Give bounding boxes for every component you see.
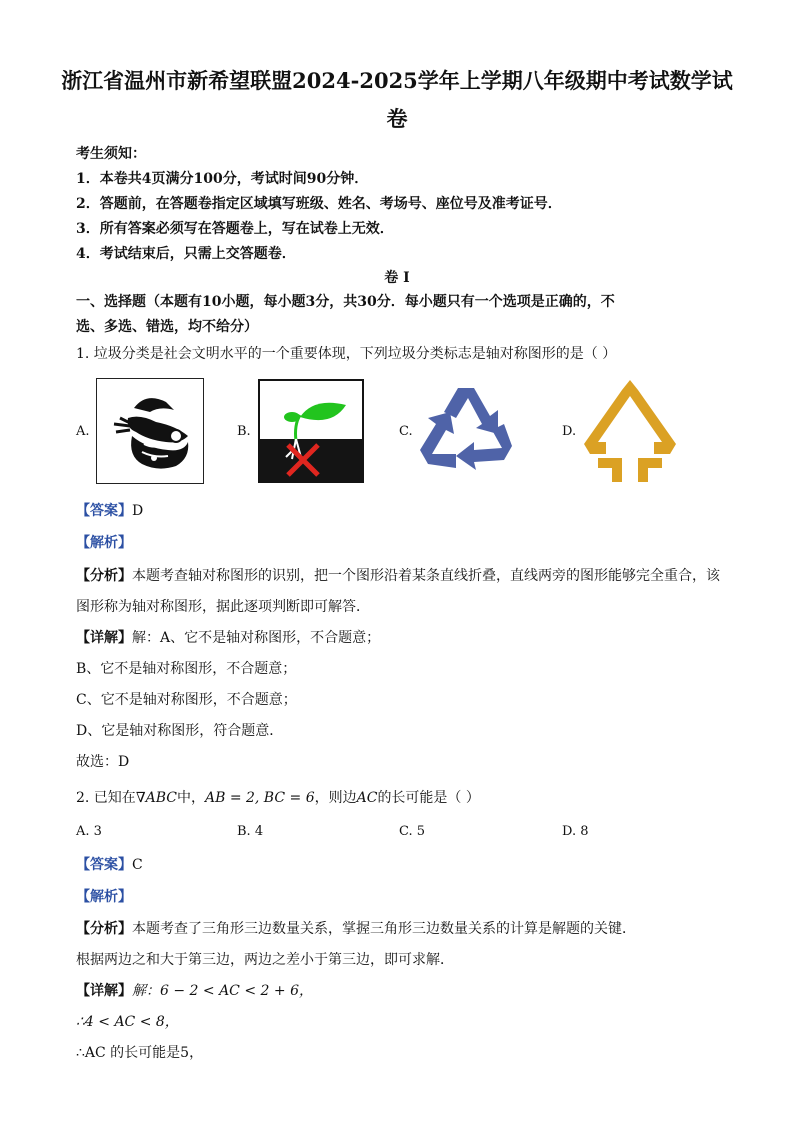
q1-detail-line-4: D、它是轴对称图形，符合题意．: [76, 723, 284, 739]
notice-item-4: 4．考试结束后，只需上交答题卷．: [76, 246, 296, 262]
q1-answer-value: D: [132, 503, 144, 519]
q2-analysis-line-1: [76, 918, 636, 938]
section-label: 卷 I: [384, 270, 410, 286]
q2-answer-tag: 【答案】: [76, 857, 132, 873]
q1-option-a-image: [96, 378, 204, 484]
notice-item-1: 1．本卷共4页满分100分，考试时间90分钟．: [76, 171, 369, 187]
q2-detail-line-1: [76, 980, 313, 1000]
q2-detail-line-3: ∴AC 的长可能是5，: [76, 1045, 204, 1061]
q1-analysis-label: 【分析】: [76, 568, 132, 584]
hazardous-waste-triangle-icon: [582, 380, 678, 482]
q2-analysis-line-2: 根据两边之和大于第三边，两边之差小于第三边，即可求解．: [76, 952, 454, 968]
q2-given: AB = 2, BC = 6: [204, 790, 315, 806]
notice-item-3: 3．所有答案必须写在答题卷上，写在试卷上无效．: [76, 221, 394, 237]
other-waste-sprout-icon: [258, 379, 364, 483]
q2-answer: [76, 854, 143, 874]
q1-option-a-label: A.: [76, 424, 90, 439]
q1-option-b-image: [258, 379, 364, 483]
q2-option-d: D. 8: [562, 824, 589, 839]
q2-answer-value: C: [132, 857, 143, 873]
q1-option-c-label: C.: [399, 424, 413, 439]
q2-option-c: C. 5: [399, 824, 426, 839]
q1-detail-line-1: [76, 627, 380, 647]
q2-detail-text-1: 解：6 − 2 < AC < 2 + 6，: [132, 983, 313, 999]
q1-detail-line-5: 故选：D: [76, 754, 130, 770]
q1-option-d-label: D.: [562, 424, 577, 439]
q2-detail-line-2: ∴4 < AC < 8，: [76, 1014, 179, 1030]
q1-answer: [76, 500, 143, 520]
q1-detail-text-1: 解：A、它不是轴对称图形，不合题意；: [132, 630, 381, 646]
q1-analysis-line-2: 图形称为轴对称图形，据此逐项判断即可解答．: [76, 599, 370, 615]
q1-option-b-label: B.: [237, 424, 251, 439]
page-title: 浙江省温州市新希望联盟2024-2025学年上学期八年级期中考试数学试卷: [61, 68, 733, 131]
q2-detail-label: 【详解】: [76, 983, 132, 999]
notice-heading: 考生须知：: [76, 146, 146, 162]
q1-detail-line-3: C、它不是轴对称图形，不合题意；: [76, 692, 297, 708]
q2-option-a: A. 3: [76, 824, 102, 839]
q1-analysis-tag: 【解析】: [76, 535, 132, 551]
q2-analysis-text-1: 本题考查了三角形三边数量关系，掌握三角形三边数量关系的计算是解题的关键．: [132, 921, 636, 937]
recycle-icon: [418, 384, 514, 472]
q2-option-b: B. 4: [237, 824, 264, 839]
q2-analysis-tag: 【解析】: [76, 889, 132, 905]
q1-detail-label: 【详解】: [76, 630, 132, 646]
q2-stem-mid: 中，: [176, 790, 205, 806]
q2-ac: AC: [356, 790, 378, 806]
q2-stem-post: ，则边: [314, 790, 357, 806]
q1-answer-tag: 【答案】: [76, 503, 132, 519]
notice-item-2: 2．答题前，在答题卷指定区域填写班级、姓名、考场号、座位号及准考证号．: [76, 196, 562, 212]
q1-option-c-image: [418, 384, 514, 472]
q2-stem-end: 的长可能是（ ）: [377, 790, 480, 806]
section-heading-line-2: 选、多选、错选，均不给分）: [76, 319, 258, 335]
q2-analysis-label: 【分析】: [76, 921, 132, 937]
q1-analysis-line-1: [76, 565, 720, 585]
q1-detail-line-2: B、它不是轴对称图形，不合题意；: [76, 661, 297, 677]
q1-option-d-image: [582, 380, 678, 482]
q2-triangle: ∇ABC: [135, 790, 177, 806]
q1-analysis-text-1: 本题考查轴对称图形的识别，把一个图形沿着某条直线折叠，直线两旁的图形能够完全重合，该: [132, 568, 720, 584]
section-heading-line-1: 一、选择题（本题有10小题，每小题3分，共30分．每小题只有一个选项是正确的，不: [76, 294, 615, 310]
q2-stem: [76, 787, 480, 807]
kitchen-waste-fish-icon: [96, 378, 204, 484]
q1-stem: 1. 垃圾分类是社会文明水平的一个重要体现，下列垃圾分类标志是轴对称图形的是（ ）: [76, 346, 617, 362]
q2-stem-pre: 2. 已知在: [76, 790, 136, 806]
